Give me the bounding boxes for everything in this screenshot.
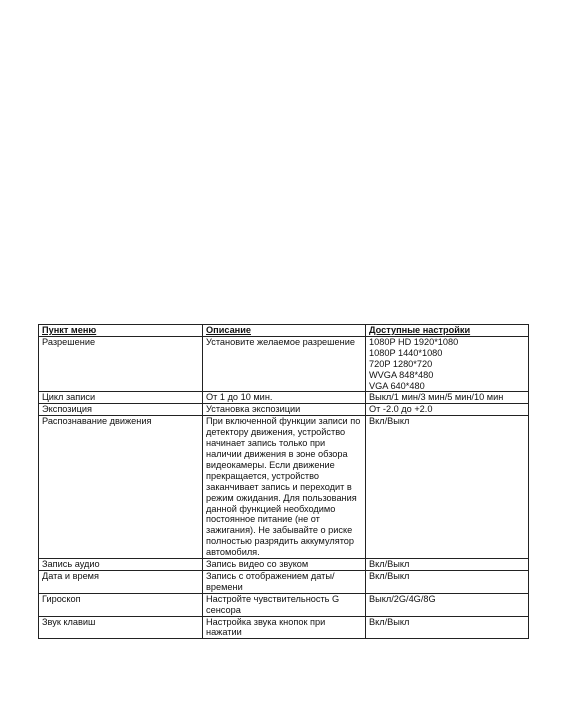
header-available-settings: Доступные настройки <box>366 325 529 337</box>
table-row <box>39 336 529 392</box>
table-row <box>39 559 529 571</box>
cell-description: От 1 до 10 мин. <box>203 392 366 404</box>
cell-menu-item: Гироскоп <box>39 593 203 616</box>
table-row <box>39 593 529 616</box>
cell-settings: От -2.0 до +2.0 <box>366 404 529 416</box>
cell-description: Установка экспозиции <box>203 404 366 416</box>
table-header-row <box>39 325 529 337</box>
cell-description: Запись видео со звуком <box>203 559 366 571</box>
cell-menu-item: Разрешение <box>39 336 203 392</box>
cell-settings: Вкл/Выкл <box>366 570 529 593</box>
cell-description: Установите желаемое разрешение <box>203 336 366 392</box>
cell-settings: Вкл/Выкл <box>366 559 529 571</box>
cell-menu-item: Экспозиция <box>39 404 203 416</box>
cell-settings: Выкл/1 мин/3 мин/5 мин/10 мин <box>366 392 529 404</box>
header-description: Описание <box>203 325 366 337</box>
settings-table-container <box>38 324 528 639</box>
table-row <box>39 404 529 416</box>
menu-settings-table <box>38 324 529 639</box>
cell-description: Настройка звука кнопок при нажатии <box>203 616 366 639</box>
cell-settings: Вкл/Выкл <box>366 616 529 639</box>
table-row <box>39 392 529 404</box>
table-row <box>39 570 529 593</box>
cell-description: Запись с отображением даты/времени <box>203 570 366 593</box>
cell-description: При включенной функции записи по детектору движения, устройство начинает запись только при наличии движения в зоне обзора видеокамеры. Если движение прекращается, устройство заканчивает запись и переходит в режим ожидания. Для пользования данной функцией необходимо постоянное питание (не от зажигания). Не забывайте о риске полностью разрядить аккумулятор автомобиля. <box>203 416 366 559</box>
header-menu-item: Пункт меню <box>39 325 203 337</box>
table-body <box>39 336 529 638</box>
table-row <box>39 416 529 559</box>
cell-menu-item: Запись аудио <box>39 559 203 571</box>
cell-menu-item: Цикл записи <box>39 392 203 404</box>
table-row <box>39 616 529 639</box>
table-header <box>39 325 529 337</box>
cell-menu-item: Распознавание движения <box>39 416 203 559</box>
cell-settings: 1080P HD 1920*1080 1080P 1440*1080 720P 1280*720 WVGA 848*480 VGA 640*480 <box>366 336 529 392</box>
cell-settings: Выкл/2G/4G/8G <box>366 593 529 616</box>
cell-settings: Вкл/Выкл <box>366 416 529 559</box>
cell-menu-item: Дата и время <box>39 570 203 593</box>
cell-menu-item: Звук клавиш <box>39 616 203 639</box>
cell-description: Настройте чувствительность G сенсора <box>203 593 366 616</box>
